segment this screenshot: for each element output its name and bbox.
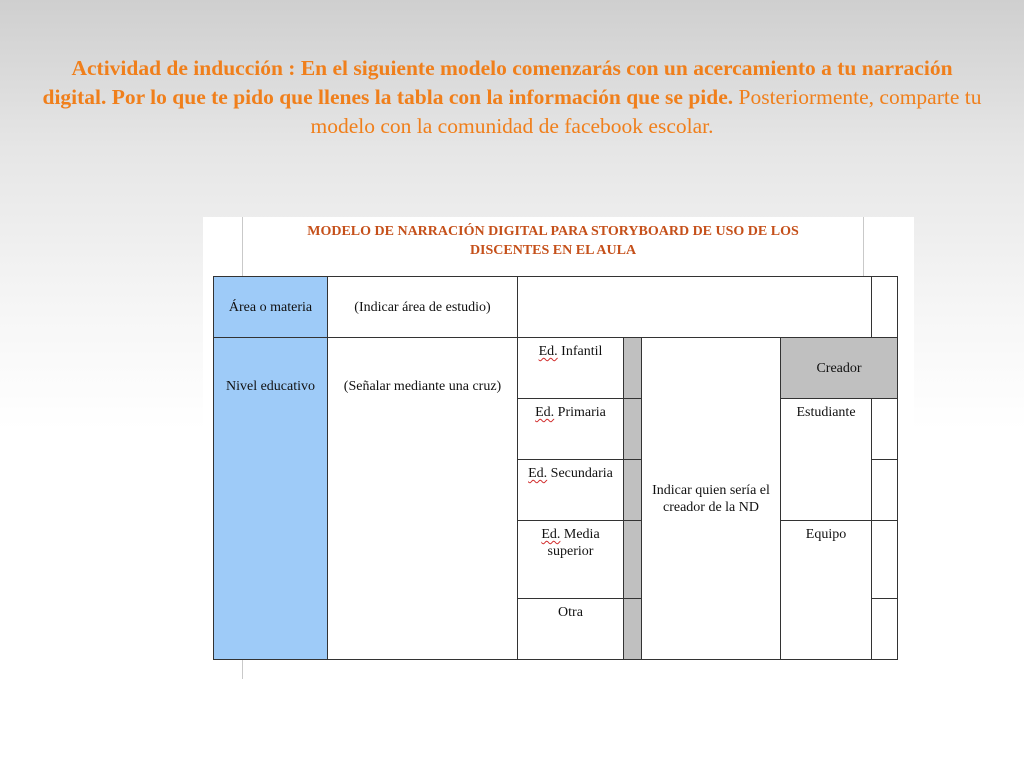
level-checkbox-secundaria[interactable] xyxy=(623,459,642,521)
level-abbr: Ed. xyxy=(538,344,558,359)
level-name: Otra xyxy=(558,605,583,620)
creador-checkbox-estudiante-2[interactable] xyxy=(871,459,898,521)
area-value: (Indicar área de estudio) xyxy=(354,299,491,315)
level-name: Media superior xyxy=(547,527,600,559)
level-name: Infantil xyxy=(557,344,603,359)
level-option-primaria xyxy=(517,398,624,460)
level-name: Primaria xyxy=(554,405,606,420)
nivel-value: (Señalar mediante una cruz) xyxy=(343,379,502,394)
creador-header: Creador xyxy=(816,360,862,376)
level-option-media-superior xyxy=(517,520,624,599)
creator-prompt-cell xyxy=(641,337,781,660)
level-checkbox-primaria[interactable] xyxy=(623,398,642,460)
creador-checkbox-estudiante-1[interactable] xyxy=(871,398,898,460)
instruction-normal-text: Posteriormente, comparte tu modelo con la comunidad de facebook escolar. xyxy=(310,85,982,138)
creador-option-estudiante xyxy=(780,398,872,521)
document-title-line1: MODELO DE NARRACIÓN DIGITAL PARA STORYBOARD DE USO DE LOS xyxy=(307,224,799,239)
instruction-heading xyxy=(40,54,984,141)
area-end-cell xyxy=(871,276,898,338)
area-empty-cell[interactable] xyxy=(517,276,872,338)
level-abbr: Ed. xyxy=(535,405,555,420)
document-title xyxy=(263,222,843,260)
level-checkbox-infantil[interactable] xyxy=(623,337,642,399)
level-option-secundaria xyxy=(517,459,624,521)
nivel-label-cell xyxy=(213,337,328,660)
creador-checkbox-equipo-2[interactable] xyxy=(871,598,898,660)
creador-option-equipo xyxy=(780,520,872,660)
level-checkbox-otra[interactable] xyxy=(623,598,642,660)
nivel-label: Nivel educativo xyxy=(225,379,316,394)
level-name: Secundaria xyxy=(547,466,613,481)
document-title-line2: DISCENTES EN EL AULA xyxy=(469,243,637,258)
level-checkbox-media-superior[interactable] xyxy=(623,520,642,599)
level-option-infantil xyxy=(517,337,624,399)
nivel-value-cell xyxy=(327,337,518,660)
level-option-otra xyxy=(517,598,624,660)
level-abbr: Ed. xyxy=(528,466,548,481)
creador-option-label: Equipo xyxy=(805,527,847,542)
creador-checkbox-equipo-1[interactable] xyxy=(871,520,898,599)
area-label: Área o materia xyxy=(228,299,313,315)
area-value-cell[interactable] xyxy=(327,276,518,338)
creador-option-label: Estudiante xyxy=(796,405,856,420)
area-label-cell xyxy=(213,276,328,338)
creator-prompt: Indicar quien sería el creador de la ND xyxy=(652,482,770,515)
document-page-image xyxy=(203,217,914,679)
creador-header-cell xyxy=(780,337,898,399)
level-abbr: Ed. xyxy=(541,527,561,542)
instruction-bold-text: Actividad de inducción : En el siguiente modelo comenzarás con un acercamiento a tu narración digital. Por lo que te pido que llenes la tabla con la información que se pide. xyxy=(42,56,953,109)
right-margin-line xyxy=(863,217,864,277)
